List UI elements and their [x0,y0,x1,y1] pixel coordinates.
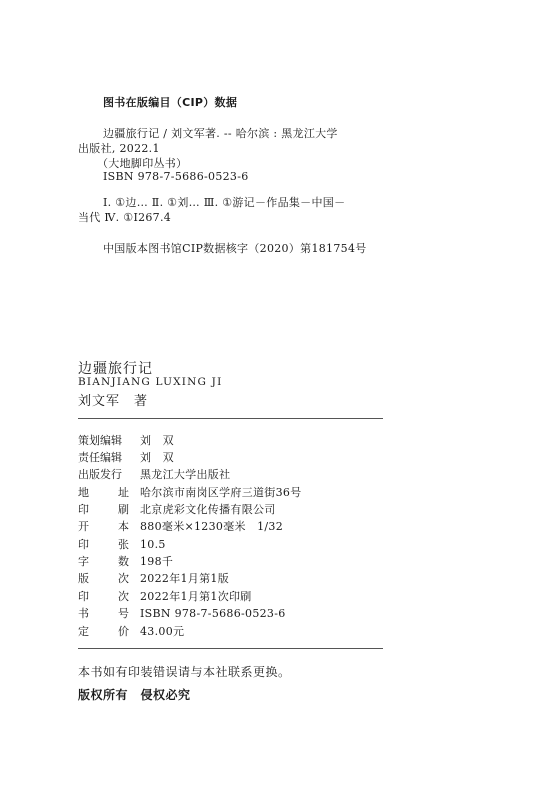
cip-line-4: ISBN 978-7-5686-0523-6 [103,170,249,183]
detail-value: 北京虎彩文化传播有限公司 [140,503,276,516]
detail-value: ISBN 978-7-5686-0523-6 [140,607,286,620]
detail-row [78,501,276,517]
detail-value: 黑龙江大学出版社 [140,468,231,481]
detail-row [78,623,184,639]
detail-row [78,466,230,482]
detail-value: 哈尔滨市南岗区学府三道街36号 [140,486,302,499]
cip-line-1: 边疆旅行记 / 刘文军著. -- 哈尔滨 : 黑龙江大学 [103,127,338,140]
detail-row [78,570,229,586]
cip-heading: 图书在版编目（CIP）数据 [103,96,238,109]
cip-line-7: 中国版本图书馆CIP数据核字（2020）第181754号 [103,242,367,255]
detail-value: 刘 双 [140,434,174,447]
detail-value: 10.5 [140,538,166,551]
detail-label: 字 数 [78,555,129,568]
book-title: 边疆旅行记 [78,361,153,377]
cip-line-5: Ⅰ. ①边… Ⅱ. ①刘… Ⅲ. ①游记－作品集－中国－ [103,196,346,209]
detail-value: 2022年1月第1次印刷 [140,590,252,603]
detail-row [78,432,174,448]
detail-label: 策划编辑 [78,434,122,447]
detail-label: 定 价 [78,625,129,638]
detail-value: 43.00元 [140,625,185,638]
detail-label: 印 张 [78,538,129,551]
detail-row [78,605,286,621]
detail-row [78,553,173,569]
detail-row [78,484,302,500]
detail-label: 印 刷 [78,503,129,516]
detail-label: 书 号 [78,607,129,620]
detail-value: 198千 [140,555,174,568]
detail-row [78,518,283,534]
cip-line-3: （大地脚印丛书） [97,157,188,170]
detail-label: 开 本 [78,520,129,533]
bottom-rule [78,648,383,649]
detail-row [78,536,166,552]
detail-label: 印 次 [78,590,129,603]
replacement-notice: 本书如有印装错误请与本社联系更换。 [78,665,291,679]
cip-line-6: 当代 Ⅳ. ①I267.4 [78,211,172,224]
cip-line-2: 出版社, 2022.1 [78,142,160,155]
detail-label: 出版发行 [78,468,122,481]
book-author: 刘文军 著 [78,394,149,409]
top-rule [78,418,383,419]
detail-value: 刘 双 [140,451,174,464]
detail-value: 2022年1月第1版 [140,572,229,585]
detail-label: 版 次 [78,572,129,585]
detail-value: 880毫米×1230毫米 1/32 [140,520,284,533]
detail-label: 地 址 [78,486,129,499]
book-pinyin: BIANJIANG LUXING JI [78,376,223,388]
detail-row [78,449,174,465]
detail-row [78,588,252,604]
copyright-statement: 版权所有 侵权必究 [78,688,191,702]
detail-label: 责任编辑 [78,451,122,464]
